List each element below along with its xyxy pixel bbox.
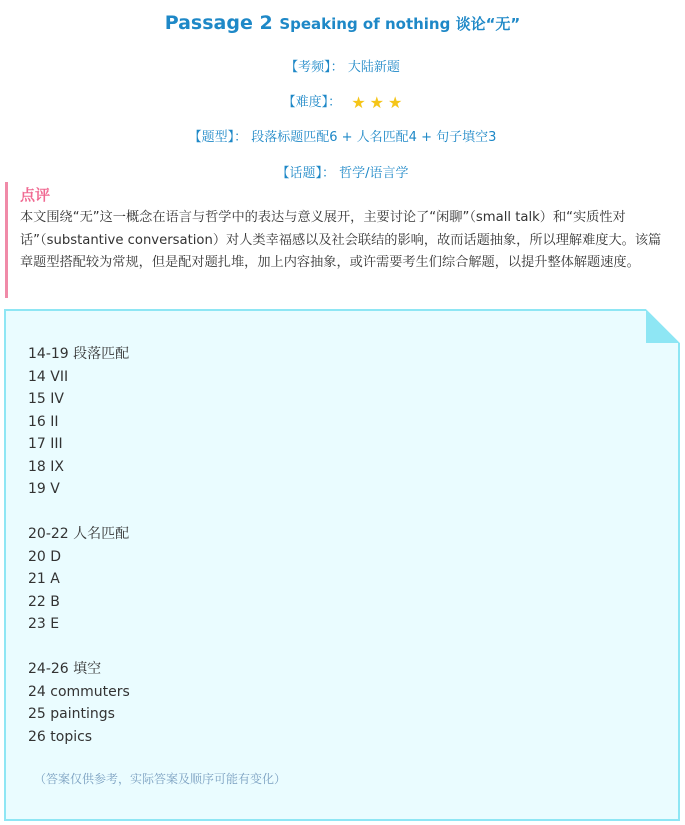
answer-group-fill-blank <box>28 658 130 748</box>
meta-topic-value: 哲学/语言学 <box>339 166 409 181</box>
group-heading: 14-19 段落匹配 <box>28 346 130 362</box>
answer-item: 14 VII <box>28 368 69 385</box>
page-title <box>0 12 685 34</box>
title-sub: Speaking of nothing 谈论“无” <box>279 15 521 33</box>
page-fold-icon <box>646 309 680 343</box>
answer-item: 22 B <box>28 593 60 610</box>
answer-item: 26 topics <box>28 728 93 745</box>
comment-title: 点评 <box>20 186 51 204</box>
answer-item: 20 D <box>28 548 62 565</box>
meta-type-key: 【题型】： <box>188 130 248 145</box>
answer-item: 21 A <box>28 571 60 587</box>
answer-item: 19 V <box>28 481 60 497</box>
star-icon: ★ <box>388 93 403 112</box>
meta-difficulty-key: 【难度】： <box>282 95 342 110</box>
meta-topic <box>0 162 685 181</box>
answer-item: 15 IV <box>28 391 64 407</box>
footnote: （答案仅供参考，实际答案及顺序可能有变化） <box>34 772 287 786</box>
star-icon: ★ <box>351 93 366 112</box>
difficulty-stars <box>351 95 402 111</box>
comment-body: 本文围绕“无”这一概念在语言与哲学中的表达与意义展开，主要讨论了“闲聊”（small talk）和“实质性对话”（substantive conversation）对人类幸福感以及社会联结的影响，故而话题抽象，所以理解难度大。该篇章题型搭配较为常规，但是配对题扎堆，加上内容抽象，或许需要考生们综合解题，以提升整体解题速度。 <box>20 210 662 270</box>
answer-list <box>28 343 130 771</box>
meta-type-value: 段落标题匹配6 + 人名匹配4 + 句子填空3 <box>251 130 497 145</box>
answer-item: 23 E <box>28 616 60 632</box>
answer-item: 16 II <box>28 413 59 430</box>
meta-frequency <box>0 56 685 75</box>
answer-item: 25 paintings <box>28 706 115 722</box>
answer-item: 24 commuters <box>28 683 130 700</box>
answer-item: 17 III <box>28 436 63 452</box>
meta-topic-key: 【话题】： <box>276 166 335 181</box>
comment-section <box>5 182 665 298</box>
meta-type <box>0 126 685 145</box>
star-icon: ★ <box>369 93 384 112</box>
group-heading: 20-22 人名匹配 <box>28 526 130 542</box>
answer-item: 18 IX <box>28 458 64 475</box>
title-main: Passage 2 <box>164 12 273 34</box>
meta-frequency-value: 大陆新题 <box>347 60 400 75</box>
group-heading: 24-26 填空 <box>28 661 102 677</box>
answer-group-name-matching <box>28 523 130 636</box>
answer-note-box <box>4 309 680 821</box>
meta-frequency-key: 【考频】： <box>285 60 344 75</box>
meta-difficulty <box>0 91 685 111</box>
answer-group-paragraph-matching <box>28 343 130 501</box>
